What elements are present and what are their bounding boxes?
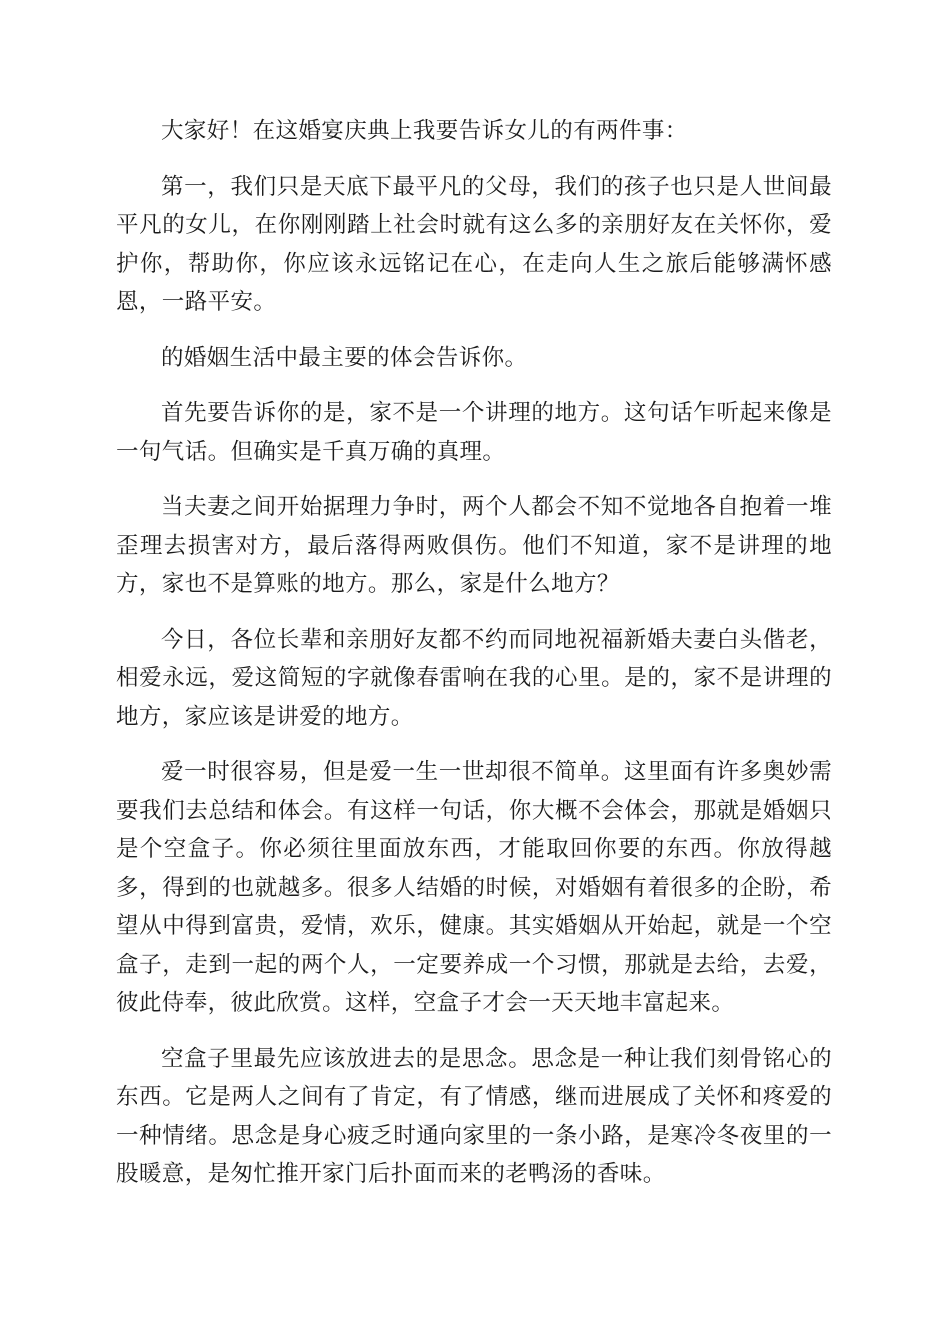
paragraph-empty-box: 爱一时很容易，但是爱一生一世却很不简单。这里面有许多奥妙需要我们去总结和体会。有这样一句话，你大概不会体会，那就是婚姻只是个空盒子。你必须往里面放东西，才能取回你要的东西。你放得越多，得到的也就越多。很多人结婚的时候，对婚姻有着很多的企盼，希望从中得到富贵，爱情，欢乐，健康。其实婚姻从开始起，就是一个空盒子，走到一起的两个人，一定要养成一个习惯，那就是去给，去爱，彼此侍奉，彼此欣赏。这样，空盒子才会一天天地丰富起来。 [116, 759, 832, 1016]
paragraph-couple-argument: 当夫妻之间开始据理力争时，两个人都会不知不觉地各自抱着一堆歪理去损害对方，最后落得两败俱伤。他们不知道，家不是讲理的地方，家也不是算账的地方。那么，家是什么地方？ [116, 494, 832, 597]
paragraph-marriage-experience: 的婚姻生活中最主要的体会告诉你。 [161, 344, 528, 371]
paragraph-greeting: 大家好！在这婚宴庆典上我要告诉女儿的有两件事： [161, 118, 688, 144]
document-body [116, 112, 832, 1211]
paragraph-home-not-reasoning: 首先要告诉你的是，家不是一个讲理的地方。这句话乍听起来像是一句气话。但确实是千真万确的真理。 [116, 400, 832, 465]
paragraph-longing: 空盒子里最先应该放进去的是思念。思念是一种让我们刻骨铭心的东西。它是两人之间有了肯定，有了情感，继而进展成了关怀和疼爱的一种情绪。思念是身心疲乏时通向家里的一条小路，是寒冷冬夜里的一股暖意，是匆忙推开家门后扑面而来的老鸭汤的香味。 [116, 1045, 832, 1187]
paragraph-first-point: 第一，我们只是天底下最平凡的父母，我们的孩子也只是人世间最平凡的女儿，在你刚刚踏上社会时就有这么多的亲朋好友在关怀你，爱护你，帮助你，你应该永远铭记在心，在走向人生之旅后能够满怀感恩，一路平安。 [116, 173, 832, 315]
paragraph-blessings: 今日，各位长辈和亲朋好友都不约而同地祝福新婚夫妻白头偕老，相爱永远，爱这简短的字就像春雷响在我的心里。是的，家不是讲理的地方，家应该是讲爱的地方。 [116, 626, 832, 730]
